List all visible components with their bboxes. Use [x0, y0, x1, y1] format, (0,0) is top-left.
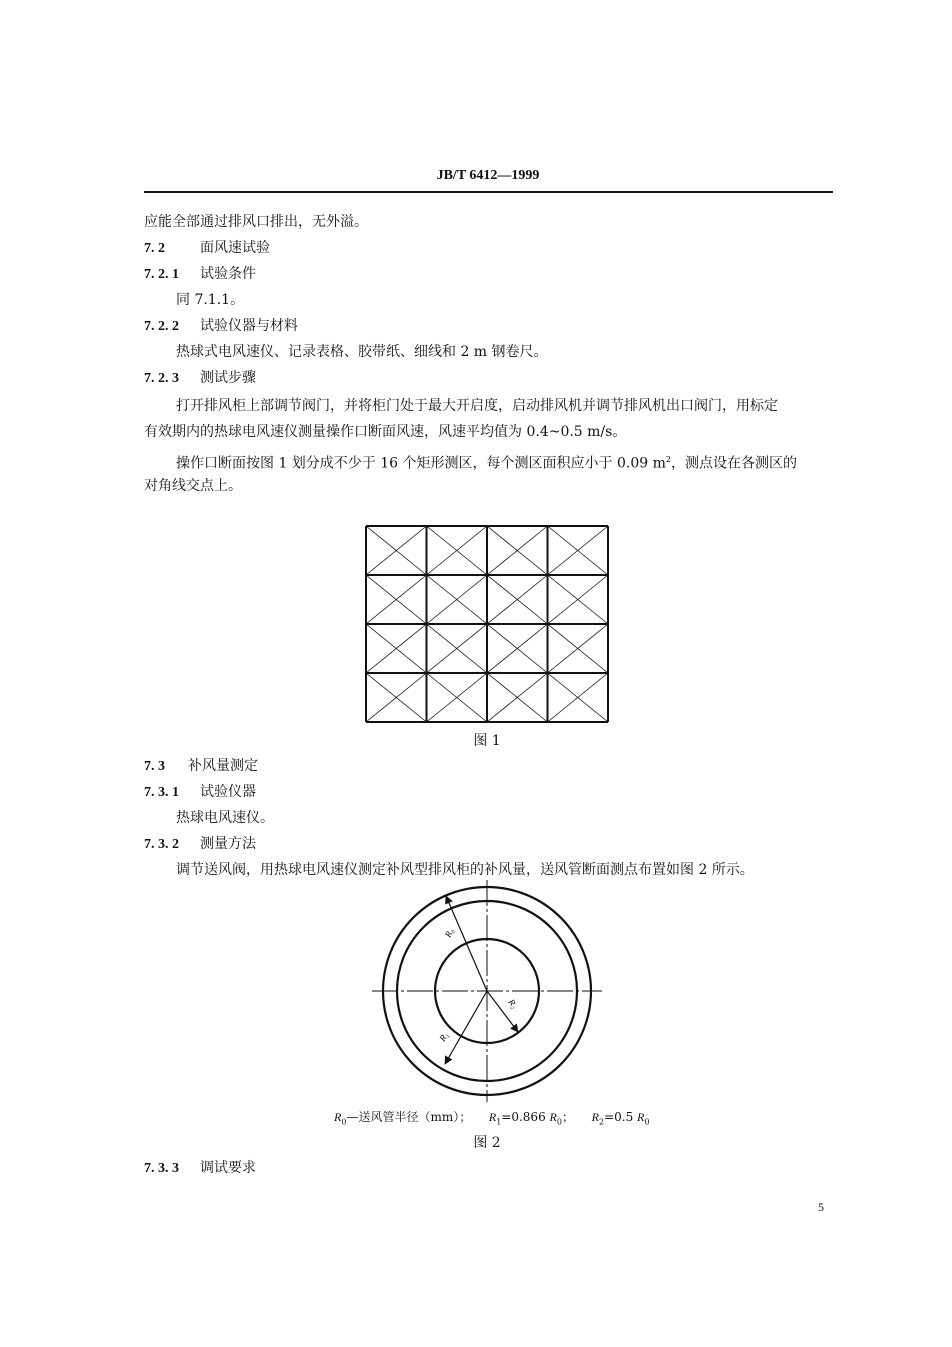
sub-0: 0 — [341, 1117, 347, 1127]
section-7-2-3 — [144, 368, 256, 389]
figure-1-caption: 图 1 — [473, 733, 501, 749]
section-number: 7. 2. 2 — [144, 319, 179, 334]
section-7-3-1 — [144, 782, 256, 803]
symbol-r0: R — [334, 1110, 342, 1124]
r0-definition: —送风管半径（mm）； — [346, 1110, 472, 1124]
section-number: 7. 2 — [144, 241, 165, 256]
separator: ； — [561, 1110, 574, 1124]
standard-code-header: JB/T 6412—1999 — [436, 168, 540, 183]
section-number: 7. 3. 3 — [144, 1161, 179, 1176]
page-number: 5 — [818, 1200, 824, 1214]
section-number: 7. 2. 3 — [144, 371, 179, 386]
section-title: 面风速试验 — [200, 240, 270, 256]
section-7-3-3 — [144, 1158, 256, 1179]
paragraph-2-line-a — [176, 450, 797, 474]
r1-value: =0.866 — [501, 1110, 550, 1124]
figure-2-legend — [334, 1108, 649, 1126]
r2-value: =0.5 — [604, 1110, 638, 1124]
instrument-list: 热球式电风速仪、记录表格、胶带纸、细线和 2 m 钢卷尺。 — [176, 344, 548, 360]
section-number: 7. 3. 1 — [144, 785, 179, 800]
paragraph-2-text-end: ，测点设在各测区的 — [670, 455, 797, 472]
paragraph-2-line-b: 对角线交点上。 — [144, 478, 242, 494]
symbol-r0-ref: R — [549, 1110, 557, 1124]
section-title: 试验条件 — [200, 266, 256, 282]
label-r2: R₂ — [506, 997, 520, 1011]
symbol-r2: R — [591, 1110, 599, 1124]
section-7-2-2 — [144, 316, 298, 337]
section-title: 测量方法 — [200, 836, 256, 852]
same-as-text: 同 7.1.1。 — [176, 292, 245, 308]
section-title: 调试要求 — [200, 1160, 256, 1176]
paragraph-1-line-a: 打开排风柜上部调节阀门，并将柜门处于最大开启度，启动排风机并调节排风机出口阀门，用标定 — [176, 398, 778, 414]
superscript: 2 — [665, 455, 671, 464]
label-r0: R₀ — [442, 926, 456, 939]
paragraph-3: 调节送风阀，用热球电风速仪测定补风型排风柜的补风量，送风管断面测点布置如图 2 所示。 — [176, 862, 754, 878]
section-7-2 — [144, 238, 270, 259]
section-title: 试验仪器与材料 — [200, 318, 298, 334]
label-r1: R₁ — [437, 1030, 451, 1044]
section-title: 补风量测定 — [188, 758, 258, 774]
section-title: 试验仪器 — [200, 784, 256, 800]
section-title: 测试步骤 — [200, 370, 256, 386]
sub-0-ref: 0 — [556, 1117, 562, 1127]
header-rule — [144, 191, 833, 193]
symbol-r1: R — [488, 1110, 497, 1124]
section-number: 7. 2. 1 — [144, 267, 179, 282]
instrument-2: 热球电风速仪。 — [176, 810, 274, 826]
section-7-3-2 — [144, 834, 256, 855]
paragraph-2-text: 操作口断面按图 1 划分成不少于 16 个矩形测区，每个测区面积应小于 0.09 m — [176, 455, 666, 472]
section-number: 7. 3. 2 — [144, 837, 179, 852]
figure-2-caption: 图 2 — [473, 1135, 501, 1151]
radius-r0-arrow — [446, 896, 487, 991]
section-7-3 — [144, 756, 258, 777]
section-number: 7. 3 — [144, 759, 165, 774]
figure-2-duct-diagram — [372, 880, 602, 1104]
figure-1-grid — [364, 524, 610, 724]
symbol-r0-ref-2: R — [637, 1110, 645, 1124]
sub-1: 1 — [496, 1117, 502, 1127]
body-line-1: 应能全部通过排风口排出，无外溢。 — [144, 214, 368, 230]
sub-2: 2 — [598, 1117, 605, 1127]
paragraph-1-line-b: 有效期内的热球电风速仪测量操作口断面风速，风速平均值为 0.4~0.5 m/s。 — [144, 424, 627, 440]
section-7-2-1 — [144, 264, 256, 285]
sub-0-ref-2: 0 — [644, 1117, 650, 1127]
